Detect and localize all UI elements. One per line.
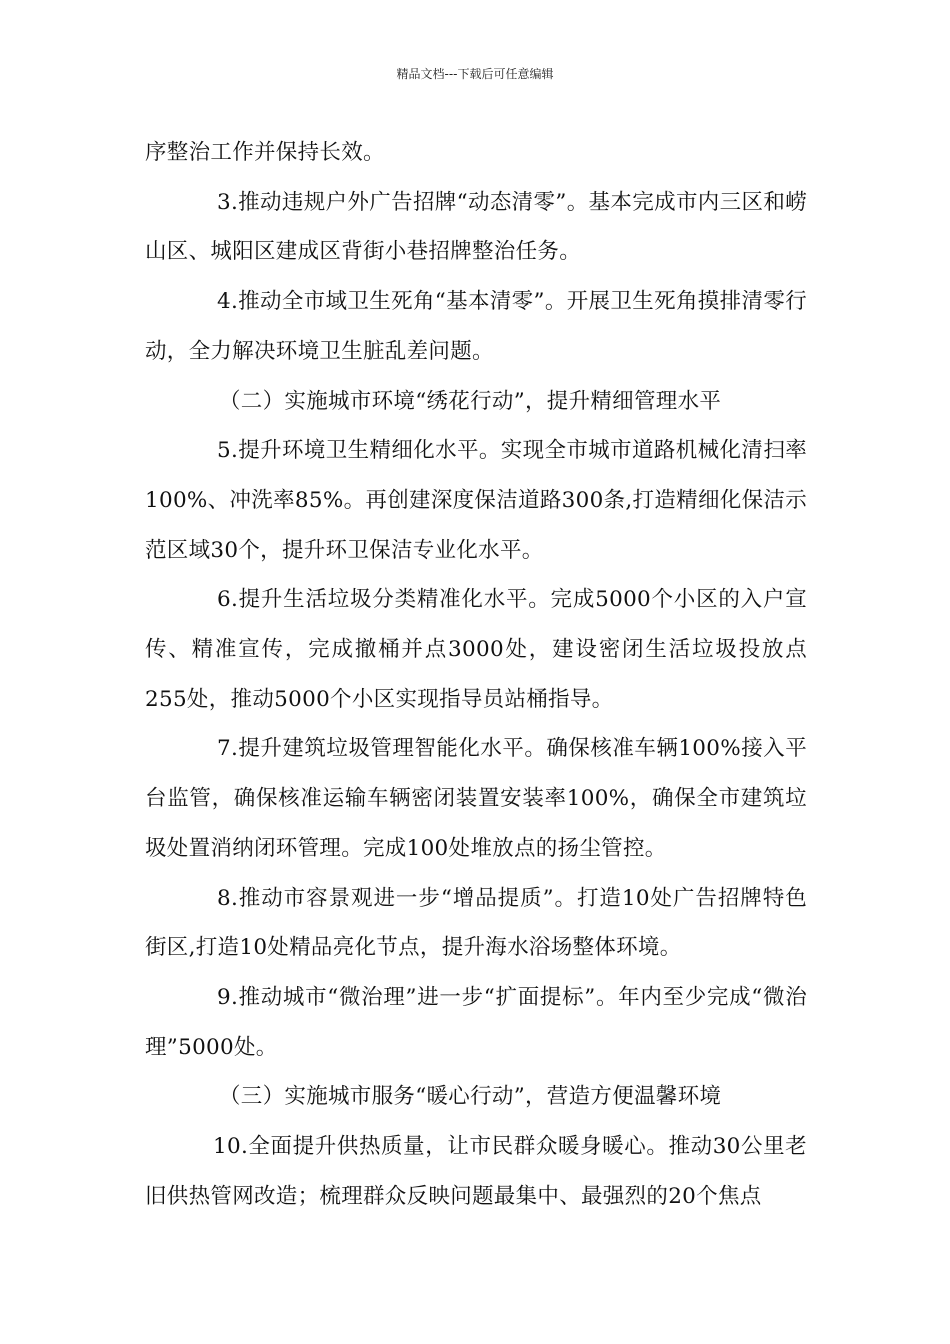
paragraph-item-6: 6.提升生活垃圾分类精准化水平。完成5000个小区的入户宣传、精准宣传，完成撤桶并点3000处，建设密闭生活垃圾投放点255处，推动5000个小区实现指导员站桶指导。	[145, 587, 807, 712]
paragraph-item-3: 3.推动违规户外广告招牌“动态清零”。基本完成市内三区和崂山区、城阳区建成区背街小巷招牌整治任务。	[145, 189, 807, 265]
paragraph-item-7: 7.提升建筑垃圾管理智能化水平。确保核准车辆100%接入平台监管，确保核准运输车辆密闭装置安装率100%，确保全市建筑垃圾处置消纳闭环管理。完成100处堆放点的扬尘管控。	[145, 736, 807, 861]
page-header: 精品文档---下载后可任意编辑	[396, 67, 554, 81]
paragraph-item-4: 4.推动全市域卫生死角“基本清零”。开展卫生死角摸排清零行动，全力解决环境卫生脏乱差问题。	[145, 289, 807, 364]
paragraph-continuation: 序整治工作并保持长效。	[145, 140, 385, 165]
document-body	[145, 128, 807, 1221]
paragraph-item-9: 9.推动城市“微治理”进一步“扩面提标”。年内至少完成“微治理”5000处。	[145, 984, 807, 1060]
section-heading-2: （二）实施城市环境“绣花行动”，提升精细管理水平	[219, 388, 722, 414]
section-heading-3: （三）实施城市服务“暖心行动”，营造方便温馨环境	[219, 1084, 722, 1110]
paragraph-item-10: 10.全面提升供热质量，让市民群众暖身暖心。推动30公里老旧供热管网改造；梳理群众反映问题最集中、最强烈的20个焦点	[145, 1134, 807, 1209]
paragraph-item-5: 5.提升环境卫生精细化水平。实现全市城市道路机械化清扫率100%、冲洗率85%。再创建深度保洁道路300条,打造精细化保洁示范区域30个，提升环卫保洁专业化水平。	[145, 438, 807, 563]
paragraph-item-8: 8.推动市容景观进一步“增品提质”。打造10处广告招牌特色街区,打造10处精品亮化节点，提升海水浴场整体环境。	[145, 885, 807, 961]
